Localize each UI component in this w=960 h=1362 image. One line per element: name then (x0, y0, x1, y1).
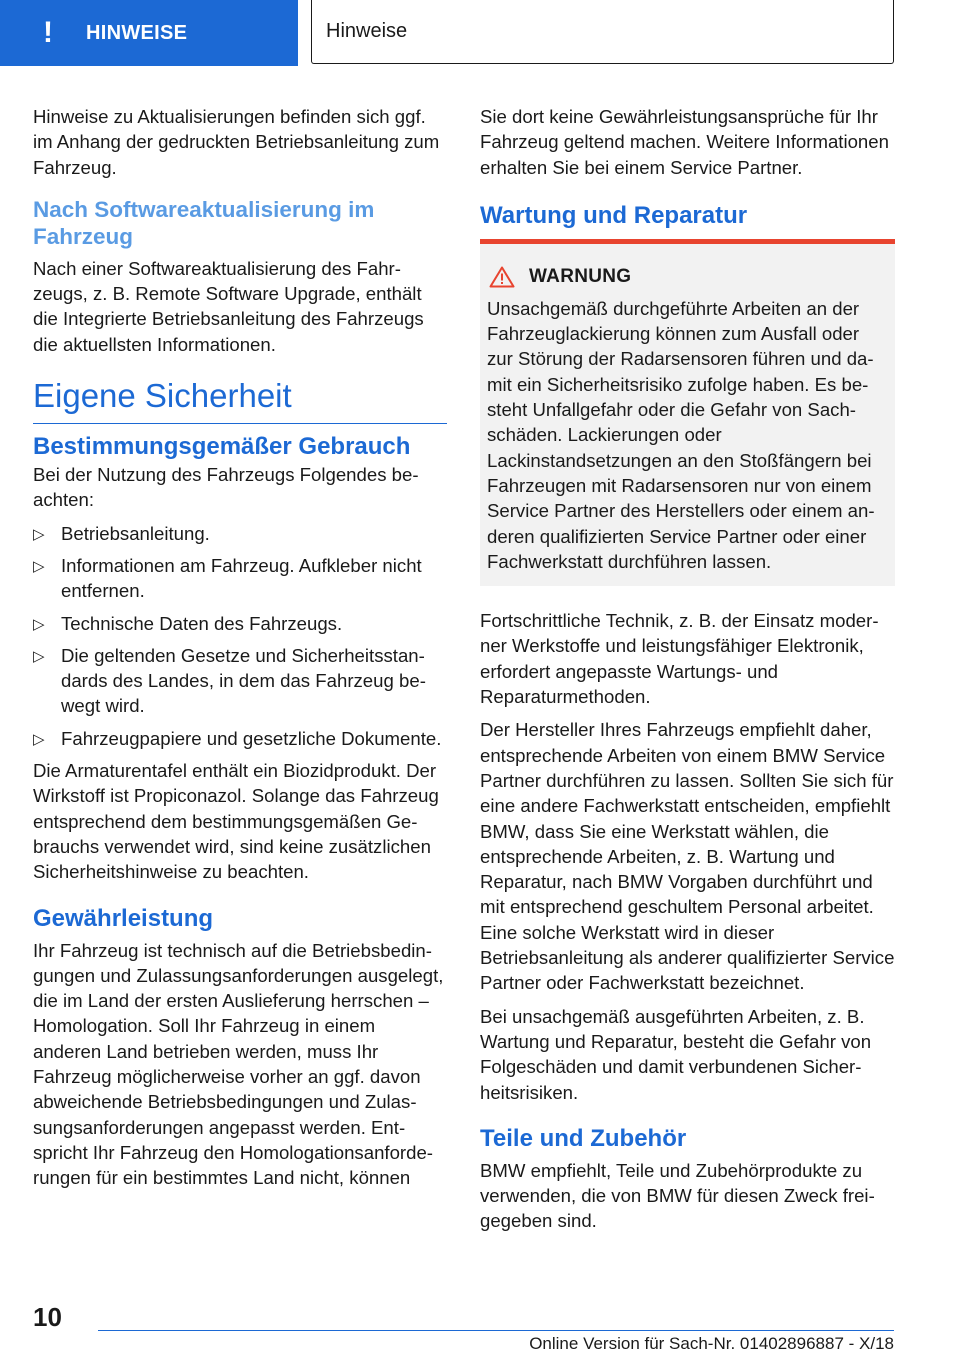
footer-online-version: Online Version für Sach-Nr. 01402896887 - X/18 (529, 1334, 894, 1353)
section-tab-label: HINWEISE (86, 21, 188, 44)
warranty-continued-paragraph: Sie dort keine Gewährleistungsansprüche für Ihr Fahrzeug geltend machen. Weitere Informationen erhalten Sie bei einem Service Partner. (480, 106, 889, 178)
right-column (480, 104, 895, 1242)
section-tab[interactable] (0, 0, 298, 66)
footer-divider (98, 1330, 894, 1331)
warranty-paragraph: Ihr Fahrzeug ist technisch auf die Betriebsbedingungen und Zulassungsanforderungen ausgelegt, die im Land der ersten Auslieferung herrschen – Homologation. Soll Ihr Fahrzeug in einem anderen Land betrieben werden, muss Ihr Fahrzeug möglicherweise vorher an ggf. davon abweichende Betriebsbedingungen und Zulassungsanforderungen angepasst werden. Entspricht Ihr Fahrzeug den Homologationsanforderungen für ein bestimmtes Land nicht, können (33, 939, 444, 1189)
warning-text: Unsachgemäß durchgeführte Arbeiten an der Fahrzeuglackierung können zum Ausfall oder zur Störung der Radarsensoren führen und damit ein Sicherheitsrisiko zufolge haben. Es besteht Unfallgefahr oder die Gefahr von Sachschäden. Lackierungen oder Lackinstandsetzungen an den Stoßfängern bei Fahrzeugen mit Radarsensoren nur von einem Service Partner des Herstellers oder einem anderen qualifizierten Service Partner oder einer Fachwerkstatt durchführen lassen. (487, 297, 875, 572)
triangle-bullet-icon: ▷ (33, 525, 45, 543)
manufacturer-paragraph: Der Hersteller Ihres Fahrzeugs empfiehlt daher, entsprechende Arbeiten von einem BMW Service Partner durchführen zu lassen. Sollten Sie sich für eine andere Fachwerkstatt entscheiden, empfiehlt BMW, dass Sie eine Werkstatt wählen, die entsprechende Arbeiten, z. B. Wartung und Reparatur, nach BMW Vorgaben durchführt und mit entsprechend geschultem Personal arbeitet. Eine solche Werkstatt wird in dieser Betriebsanleitung als anderer qualifizierter Service Partner oder Fachwerkstatt bezeichnet. (480, 719, 895, 994)
software-update-paragraph: Nach einer Softwareaktualisierung des Fahrzeugs, z. B. Remote Software Upgrade, enthält die Integrierte Betriebsanleitung des Fahrzeugs die aktuellsten Informationen. (33, 257, 424, 355)
warning-title: WARNUNG (529, 265, 632, 287)
list-item: ▷ Informationen am Fahrzeug. Aufkleber nicht entfernen. (33, 554, 422, 602)
intended-use-list (33, 521, 447, 751)
warning-header (487, 266, 887, 288)
list-item: ▷ Fahrzeugpapiere und gesetzliche Dokumente. (33, 726, 447, 751)
exclamation-icon: ! (43, 16, 53, 49)
list-item: ▷ Betriebsanleitung. (33, 521, 447, 546)
triangle-bullet-icon: ▷ (33, 730, 45, 748)
left-column (33, 104, 447, 1199)
triangle-bullet-icon: ▷ (33, 615, 45, 633)
page-number: 10 (33, 1302, 62, 1332)
intro-paragraph: Hinweise zu Aktualisierungen befinden sich ggf. im Anhang der gedruckten Betriebsanleitung zum Fahrzeug. (33, 106, 440, 178)
risk-paragraph: Bei unsachgemäß ausgeführten Arbeiten, z. B. Wartung und Reparatur, besteht die Gefahr von Folgeschäden und damit verbundenen Sicherheitsrisiken. (480, 1005, 872, 1103)
warning-box (480, 239, 895, 586)
parts-paragraph: BMW empfiehlt, Teile und Zubehörprodukte zu verwenden, die von BMW für diesen Zweck freigegeben sind. (480, 1159, 875, 1232)
intended-use-paragraph: Bei der Nutzung des Fahrzeugs Folgendes beachten: (33, 464, 419, 511)
software-update-heading: Nach Softwareaktualisierung im Fahrzeug (33, 196, 375, 249)
warning-triangle-icon (489, 266, 515, 288)
list-item: ▷ Die geltenden Gesetze und Sicherheitsstandards des Landes, in dem das Fahrzeug bewegt wird. (33, 644, 426, 717)
page-header-title: Hinweise (311, 0, 894, 64)
parts-heading: Teile und Zubehör (480, 1124, 687, 1152)
biocide-paragraph: Die Armaturentafel enthält ein Biozidprodukt. Der Wirkstoff ist Propiconazol. Solange das Fahrzeug entsprechend dem bestimmungsgemäßen Gebrauchs verwendet wird, sind keine zusätzlichen Sicherheitshinweise zu beachten. (33, 760, 439, 883)
warranty-heading: Gewährleistung (33, 904, 214, 932)
maintenance-heading: Wartung und Reparatur (480, 201, 748, 229)
list-item: ▷ Technische Daten des Fahrzeugs. (33, 611, 447, 636)
technology-paragraph: Fortschrittliche Technik, z. B. der Einsatz moderner Werkstoffe und leistungsfähiger Elektronik, erfordert angepasste Wartungs- und Reparaturmethoden. (480, 610, 879, 708)
section-title: Eigene Sicherheit (33, 375, 447, 424)
triangle-bullet-icon: ▷ (33, 557, 45, 575)
triangle-bullet-icon: ▷ (33, 647, 45, 665)
intended-use-heading: Bestimmungsgemäßer Gebrauch (33, 433, 411, 461)
